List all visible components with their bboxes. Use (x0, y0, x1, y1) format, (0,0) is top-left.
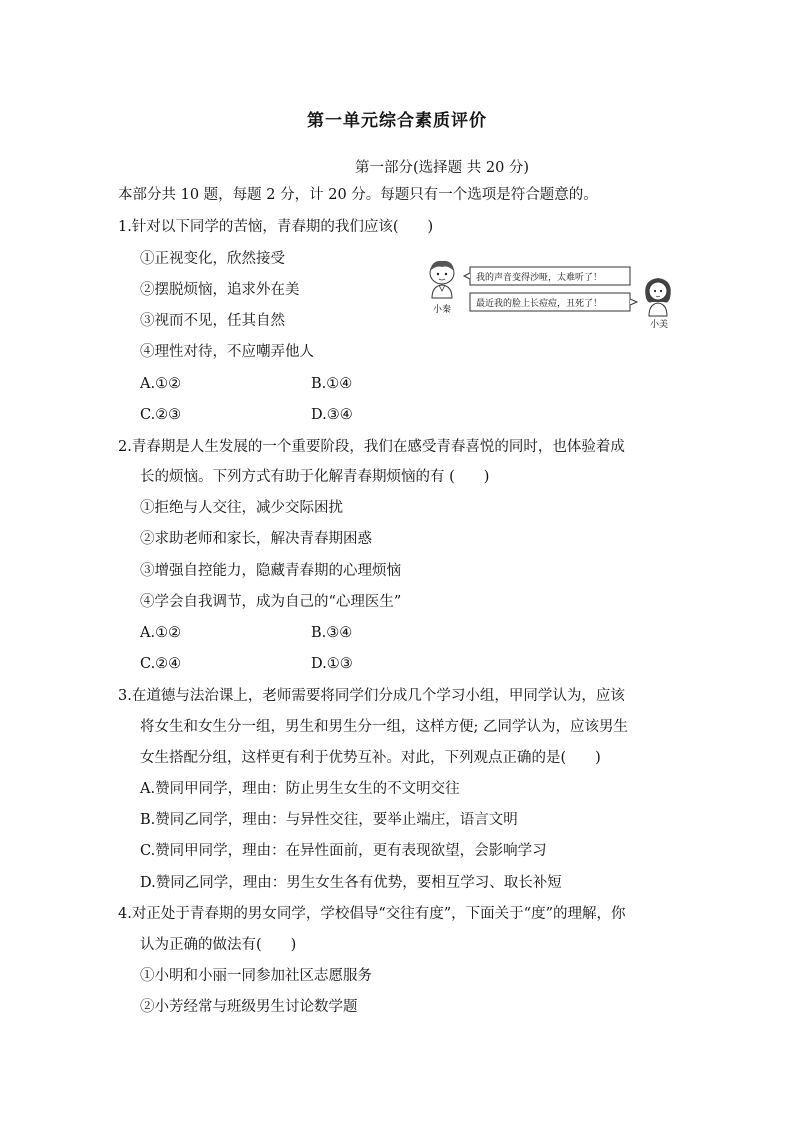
question-2-option-d: D.①③ (311, 656, 353, 672)
question-3-option-b: B.赞同乙同学，理由：与异性交往，要举止端庄，语言文明 (140, 812, 518, 828)
question-3-stem: 3.在道德与法治课上，老师需要将同学们分成几个学习小组，甲同学认为，应该 (118, 688, 625, 704)
question-1-option-a: A.①② (140, 376, 182, 392)
question-3-stem: 将女生和女生分一组，男生和男生分一组，这样方便; 乙同学认为，应该男生 (140, 719, 628, 735)
question-1-option-d: D.③④ (311, 407, 353, 423)
part-heading: 第一部分(选择题 共 20 分) (355, 160, 530, 176)
boy-speech: 我的声音变得沙哑，太难听了！ (476, 273, 603, 283)
question-1-option-c: C.②③ (140, 407, 182, 423)
question-3-option-a: A.赞同甲同学，理由：防止男生女生的不文明交往 (140, 781, 460, 797)
section-intro: 本部分共 10 题，每题 2 分，计 20 分。每题只有一个选项是符合题意的。 (118, 187, 598, 203)
question-1-item: ④理性对待，不应嘲弄他人 (140, 344, 314, 360)
boy-figure (430, 261, 454, 298)
question-2-item: ③增强自控能力，隐藏青春期的心理烦恼 (140, 563, 401, 579)
girl-speech: 最近我的脸上长痘痘，丑死了！ (476, 299, 603, 309)
question-2-stem: 长的烦恼。下列方式有助于化解青春期烦恼的有 ( ) (140, 469, 490, 485)
question-4-stem: 4.对正处于青春期的男女同学，学校倡导“交往有度”，下面关于“度”的理解，你 (118, 906, 626, 922)
illustration-figures (424, 258, 674, 328)
question-1-item: ①正视变化，欣然接受 (140, 251, 285, 267)
girl-figure (645, 278, 671, 316)
question-2-stem: 2.青春期是人生发展的一个重要阶段，我们在感受青春喜悦的同时，也体验着成 (118, 439, 625, 455)
question-1-option-b: B.①④ (311, 376, 353, 392)
question-2-item: ④学会自我调节，成为自己的“心理医生” (140, 594, 402, 610)
question-4-item: ①小明和小丽一同参加社区志愿服务 (140, 968, 372, 984)
question-1-item: ②摆脱烦恼，追求外在美 (140, 282, 300, 298)
question-2-option-b: B.③④ (311, 625, 353, 641)
question-3-option-c: C.赞同甲同学，理由：在异性面前，更有表现欲望，会影响学习 (140, 843, 547, 859)
question-1-item: ③视而不见，任其自然 (140, 313, 285, 329)
question-1-stem: 1.针对以下同学的苦恼，青春期的我们应该( ) (118, 219, 434, 235)
question-3-stem: 女生搭配分组，这样更有利于优势互补。对此，下列观点正确的是( ) (140, 750, 601, 766)
question-3-option-d: D.赞同乙同学，理由：男生女生各有优势，要相互学习、取长补短 (140, 875, 562, 891)
question-2-option-c: C.②④ (140, 656, 182, 672)
question-2-option-a: A.①② (140, 625, 182, 641)
girl-name: 小美 (650, 320, 669, 330)
question-2-item: ②求助老师和家长，解决青春期困惑 (140, 531, 372, 547)
page-title: 第一单元综合素质评价 (307, 111, 487, 131)
boy-name: 小秦 (433, 305, 452, 315)
question-4-stem: 认为正确的做法有( ) (140, 937, 297, 953)
question-2-item: ①拒绝与人交往，减少交际困扰 (140, 500, 343, 516)
question-1-illustration (424, 258, 674, 328)
question-4-item: ②小芳经常与班级男生讨论数学题 (140, 999, 358, 1015)
